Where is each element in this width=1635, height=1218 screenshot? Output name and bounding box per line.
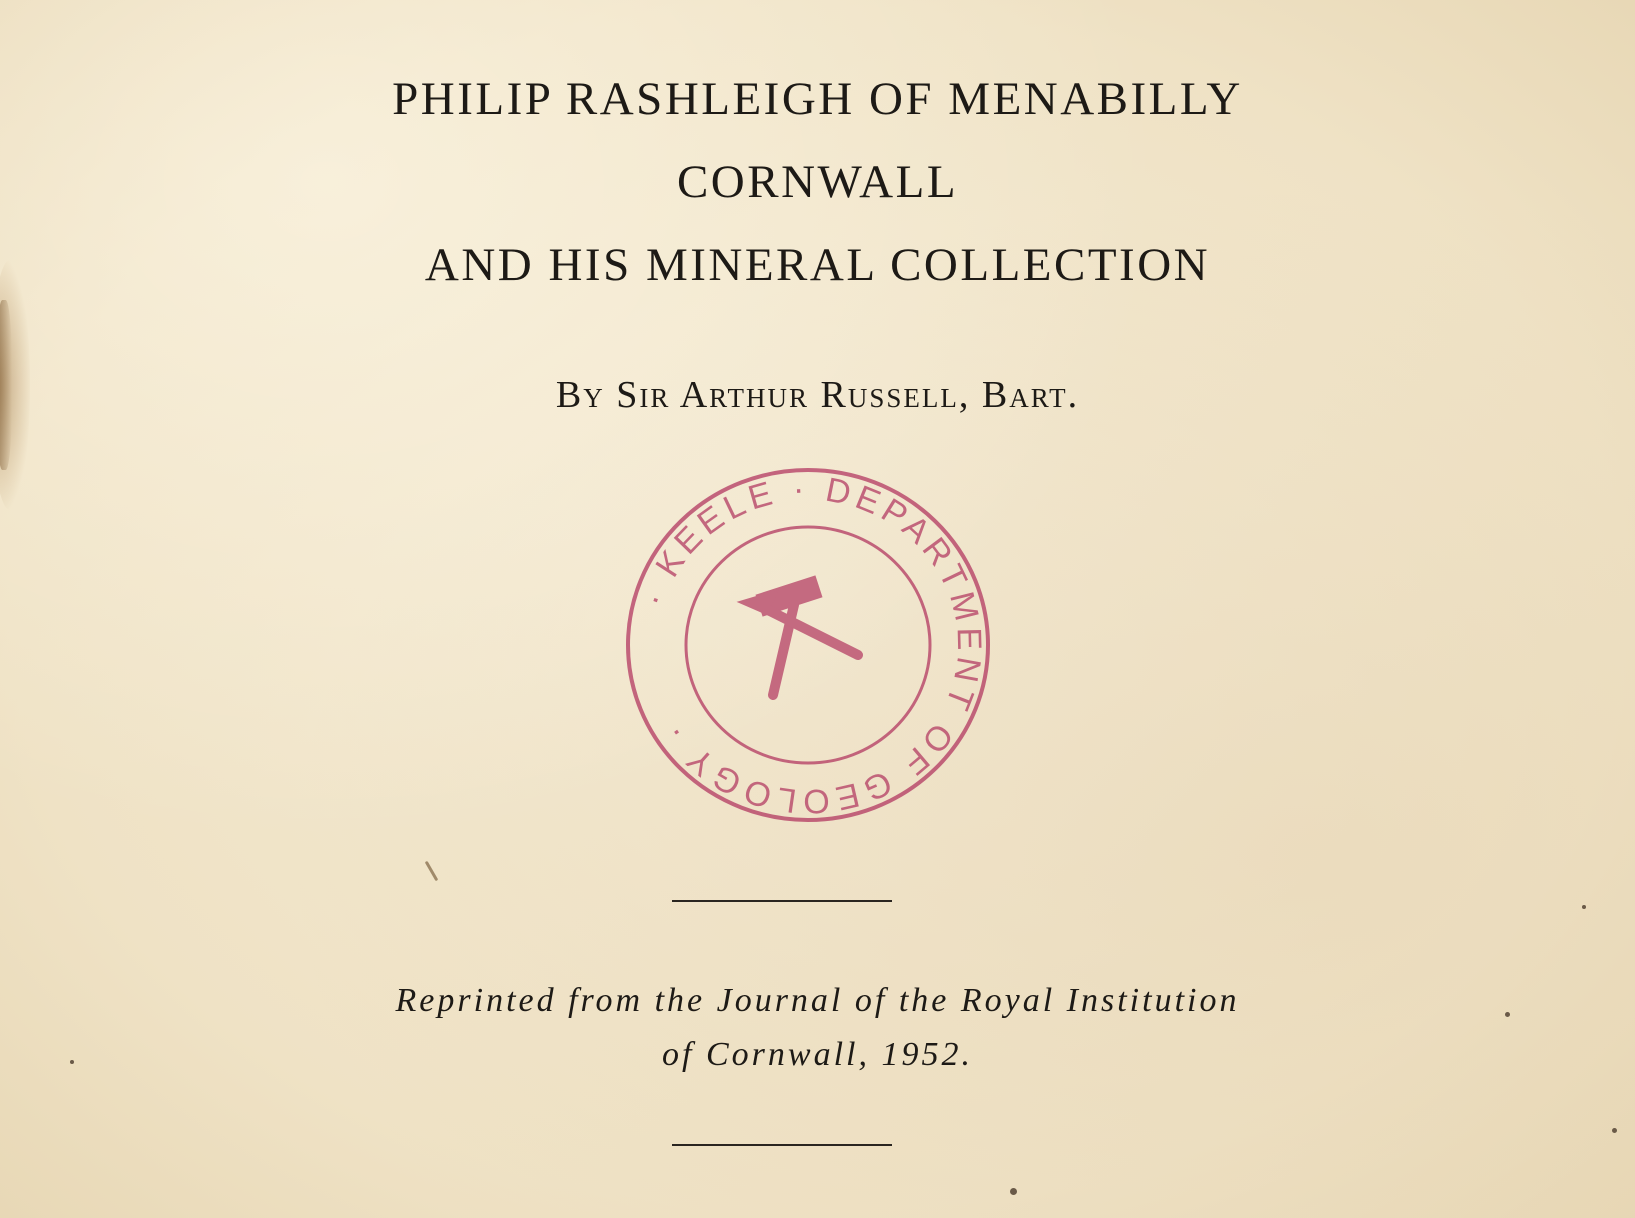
library-stamp <box>618 460 998 830</box>
title-line-3: AND HIS MINERAL COLLECTION <box>424 239 1211 291</box>
paper-speck <box>1010 1188 1017 1195</box>
title-line-1: PHILIP RASHLEIGH OF MENABILLY <box>392 73 1243 125</box>
paper-speck <box>1582 905 1586 909</box>
divider-top <box>672 900 892 902</box>
paper-scratch <box>425 861 439 882</box>
stamp-arc-text: · KEELE · DEPARTMENT OF GEOLOGY · <box>634 469 989 821</box>
title-line-2: CORNWALL <box>676 156 959 208</box>
author-byline: By Sir Arthur Russell, Bart. <box>555 374 1080 416</box>
paper-speck <box>1612 1128 1617 1133</box>
paper-speck <box>1505 1012 1510 1017</box>
hammer-icon <box>738 576 858 695</box>
paper-speck <box>70 1060 74 1064</box>
reprint-note-line-1: Reprinted from the Journal of the Royal Institution <box>395 982 1240 1019</box>
reprint-note-line-2: of Cornwall, 1952. <box>662 1036 973 1073</box>
divider-bottom <box>672 1144 892 1146</box>
